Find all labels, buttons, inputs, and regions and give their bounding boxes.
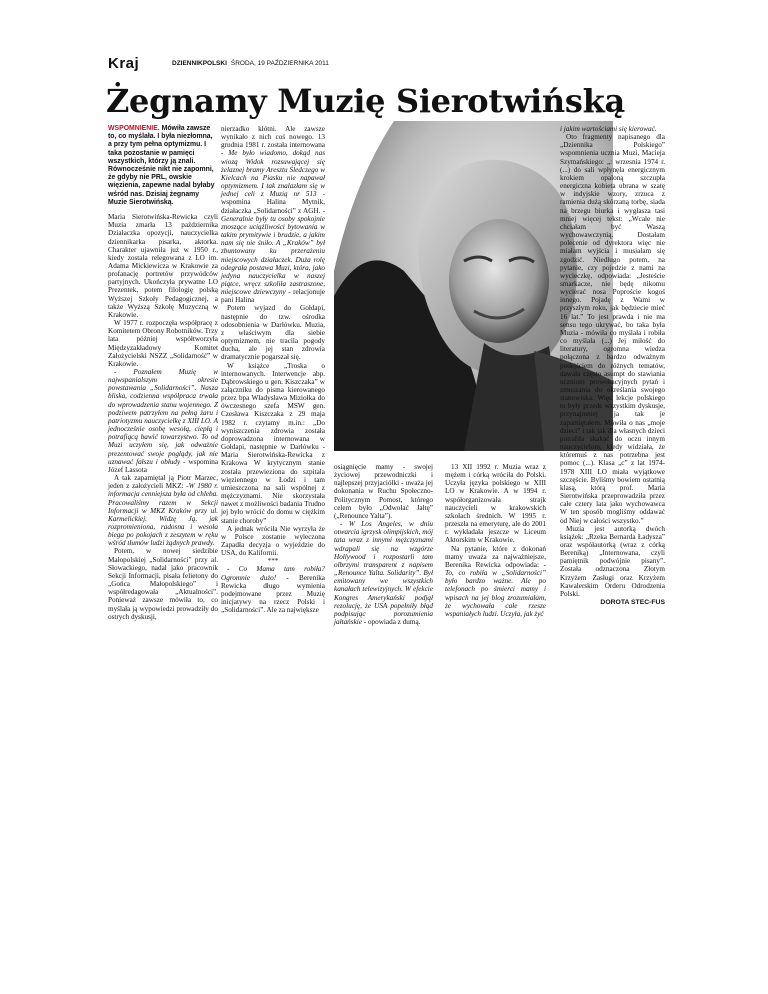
quote-values: i jakim wartościami się kierować. [560, 125, 657, 133]
quote-lassota: - Poznałem Muzię w najwspanialszym okresie powstawania „Solidarności”. Nasza bliska, codzienna współpraca trwała do wprowadzenia stanu wojennego. Z podziwem patrzyłem na pełną żaru i patriotyzmu nauczycielkę z XIII LO. A jednocześnie osobę wesołą, ciepłą i potrafiącą bawić towarzystwo. To od Muzi uczyłem się, jak odważnie prezentować swoje poglądy, jak nie uznawać fałszu i obłudy [108, 368, 218, 466]
quote-legacy: To, co robiła w „Solidarności” było bardzo ważne. Ale po telefonach po śmierci mamy i wpisach na jej blog zrozumiałam, że wychowała całe rzesze wspaniałych ludzi. Uczyła, jak żyć [445, 569, 546, 618]
article-lead [108, 125, 218, 207]
column-2 [221, 125, 325, 614]
paragraph: - opowiada z dumą. [363, 617, 421, 626]
separator: *** [267, 557, 279, 566]
paragraph: W 1977 r. rozpoczęła współpracę z Komitetem Obrony Robotników. Trzy lata później współtworzyła Międzyzakładowy Komitet Założycielski NSZZ „Solidarność” w Krakowie. [108, 319, 218, 368]
paragraph: osiągnięcie mamy - swojej życiowej przewodniczki i najlepszej przyjaciółki - uważa jej dokonania w Ruchu Społeczno-Politycznym Pomost, którego celem było „Odwołać Jałtę” („Renounce Yalta”). [334, 463, 433, 520]
paragraph: 13 XII 1992 r. Muzia wraz z mężem i córką wróciła do Polski. Uczyła języka polskiego w XIII LO w Krakowie. A w 1994 r. współorganizowała strajk nauczycieli w krakowskich szkołach średnich. W 1995 r. przeszła na emeryturę, ale do 2001 r. wykładała jeszcze w Liceum Aktorskim w Krakowie. [445, 463, 546, 545]
paragraph: nierzadko kłótni. Ale zawsze wynikało z nich coś nowego. 13 grudnia 1981 r. została internowana - [221, 125, 325, 158]
paragraph: - wspomina Halina Mytnik, działaczka „Solidarności” z AGH. - [221, 190, 325, 215]
quote-mytnik: Generalnie były tu osoby spokojnie znoszące uciążliwości bytowania w takim prymitywie i brudzie, a jakim nam się nie śniło. A „Kraków” był zbuntowany ku przerażeniu miejscowych działaczek. Duża rolę odegrała postawa Muzi, która, jako jedyna nauczycielka w naszej piątce, wręcz szkoliła zastraszone, miejscowe dziewczyny [221, 214, 325, 297]
paragraph: A jednak wróciła Nie wyrzyła że w Polsce zostanie wyleczona Zapadła decyzja o wyjeździe do USA, do Kalifornii. [221, 524, 325, 558]
article-title: Żegnamy Muzię Sierotwińską [106, 82, 625, 120]
lead-keyword: WSPOMNIENIE. [108, 125, 160, 132]
article-author: DOROTA STEC-FUS [600, 599, 665, 607]
column-4 [445, 463, 546, 618]
quote-hollywood: - W Los Angeles, w dniu otwarcia igrzysk olimpijskich, mój tata wraz z innymi mężczyznami wdrapali się na wzgórze Hollywood i rozpostarli tam olbrzymi transparent z napisem „Renounce Yalta. Solidarity”. Był emitowany we wszystkich kanałach telewizyjnych. W efekcie Kongres Amerykański podjął rezolucję, że USA popełniły błąd podpisując porozumienia jałtańskie [334, 520, 433, 626]
quote-attribution: - wspomina Józef Lassota [108, 457, 219, 474]
section-name: Kraj [108, 55, 140, 72]
page-header [108, 55, 668, 73]
column-1 [108, 125, 218, 621]
paragraph: A tak zapamiętał ją Piotr Marzec, jeden z założycieli MKZ: [108, 474, 218, 491]
publication-name: DZIENNIKPOLSKI [172, 60, 227, 67]
issue-date: ŚRODA, 19 PAŹDZIERNIKA 2011 [230, 60, 329, 67]
quote-marzec: -W 1980 r. informacja cenniejsza była od chleba. Pracowaliśmy razem w Sekcji Informacji w MKZ Kraków przy ul. Karmelickiej. Widzę Ją, jak rozpromieniona, radosna i wesoła biega po pokojach z zeszytem w ręku wśród tłumów ludzi żądnych prawdy. [108, 482, 218, 548]
paragraph: Potem wyjazd do Gołdapi, następnie do tzw. ośrodka odosobnienia w Darłówku. Muzia, z właściwym dla siebie optymizmem, nie tracila pogody ducha, ale jej stan zdrowia dramatycznie pogarszał się. [221, 304, 325, 362]
paragraph: - relacjonuje pani Halina [221, 288, 326, 305]
paragraph: Berenika Rewicka długo wymienia podejmowane przez Muzię inicjatywy na rzecz Polski i „Solidarności”. Ale za największe [221, 573, 325, 615]
paragraph: W książce „Troska o internowanych. Interwencje abp. Dąbrowskiego u gen. Kiszczaka” w załączniku do pisma kierowanego przez bpa Władysława Miziołka do ówczesnego szefa MSW gen. Czesława Kiszczaka z 29 maja 1982 r. czytamy m.in.: „Do wyniszczenia zdrowia została doprowadzona internowana w Gołdapi, następnie w Darłówku - Maria Sierotwińska-Rewicka z Krakowa W krytycznym stanie została przewieziona do szpitala więziennego w Łodzi i tam umieszczona na sali wspólnej z mężczyznami. Nie skorzystała nawet z możliwości badania Trudno jej było wrócić do domu w ciężkim stanie choroby” [221, 361, 325, 525]
quote-cell: Me było wiadomo, dokąd nas wiozą Widok rozsuwającej się żelaznej bramy Aresztu Śledczego w Kielcach na Piasku nie napawał optymizmem. I tak znalazłam się w jednej celi z Muzią nr 513 [221, 149, 325, 199]
paragraph: Muzia jest autorką dwóch książek: „Rzeka Bernarda Ładysza” oraz współautorką (wraz z córką Bereniką) „Internowana, czyli pamiętnik podwójnie pisany”. Została odznaczona Złotym Krzyżem Zasługi oraz Krzyżem Kawalerskim Orderu Odrodzenia Polski. [560, 524, 665, 598]
column-3 [334, 463, 433, 626]
paragraph: Na pytanie, które z dokonań mamy uważa za najważniejsze, Berenika Rewicka odpowiada: - [445, 544, 546, 569]
publication-line [172, 60, 329, 67]
paragraph: Maria Sierotwińska-Rewicka czyli Muzia zmarła 13 października Działaczka opozycji, nauczycielka dziennikarka pisarka, aktorka. Charakter ujawniła już w 1950 r., kiedy została relegowana z LO im. Adama Mickiewicza w Krakowie za profanację portretów przywódców partyjnych. Ukończyła prywatne LO Prezentek, potem filologię polską Wyższej Szkoły Pedagogicznej, a także Wyższą Szkołę Muzyczną w Krakowie. [108, 213, 218, 319]
column-5 [560, 125, 665, 607]
lead-text: Mówiła zawsze to, co myślała. I była niezłomna, a przy tym pełna optymizmu. I taka pozostanie w pamięci wszystkich, którzy ją znali. Równocześnie nikt nie zapomni, że gdyby nie PRL, owskie więzienia, zapewne nadal byłaby wśród nas. Dzisiaj żegnamy Muzie Sierotwińską. [108, 125, 215, 206]
paragraph: Oto fragmenty napisanego dla „Dziennika Polskiego” wspomnienia ucznia Muzi, Macieja Szymańskiego: „: wrzesnia 1974 r. (...) do sali wpłynęła energicznym krokiem opaloną szczupła energiczna kobieta ubrana w szatę w indyjskie wzory, zrzuca z ramienia dużą skórzaną torbę, siada na brzegu biurka i wygłasza tasi mniej więcej tekst: „Wcale nie chciałam być Waszą wychowawczynią. Dostałam polecenie od dyrektora więc nie miałam wyjścia i musiałam się zgodzić. Niedługo potem, na pytanie, czy pojedzie z nami na wycieczkę, odpowiada: „Jesteście smarkacze, nie będę nikomu wycierać nosa Poproście kogoś innego. Pojadę z Wami w przyszłym roku, jak będziecie mieć 16 lat.” To jest prawda i nie ma sensu tego ukrywać, bo taka była Muzia - mówiła co myślała i robiła co myślała (...) Jej miłość do literatury, ogromna wiedza połączona z bardzo odważnym podejściem do różnych tematów, dawała często asumpt do stawiania uczniom prowokacyjnych pytań i zmuszania do określania swojego stanowiska. Więc lekcje polskiego to były przede wszystkim dyskusje, przynajmniej ja tak je zapamiętałem. Mówiła o nas „moje dzieci” i tak jak dla własnych dzieci potrafiła skakać do oczu innym nauczycielom, kiedy widziała, że któremuś z nas potrzebna jest pomoc (...). Klasa „c” z lat 1974-1978 XIII LO miała wyjątkowe szczęście. Byliśmy bowiem ostatnią klasą, którą prof. Maria Sierotwińska przeprowadziła przez całe cztery lata jako wychowawca W ten sposób mogliśmy oddawać od Niej w całości wszystko.” [560, 133, 665, 525]
quote-berenika: - Co Mama tam robiła? Ogromnie dużo! - [221, 565, 325, 582]
paragraph: Potem, w nowej siedzibie Małopolskiej „Solidarności” przy al. Słowackiego, nadal jako pracownik Sekcji Informacji, pisała felietony do „Gońca Małopolskiego” i współredagowała „Aktualności”. Ponieważ zawsze mówiła to, co myślała ją wypowiedzi prowadziły do ostrych dyskusji, [108, 547, 218, 621]
